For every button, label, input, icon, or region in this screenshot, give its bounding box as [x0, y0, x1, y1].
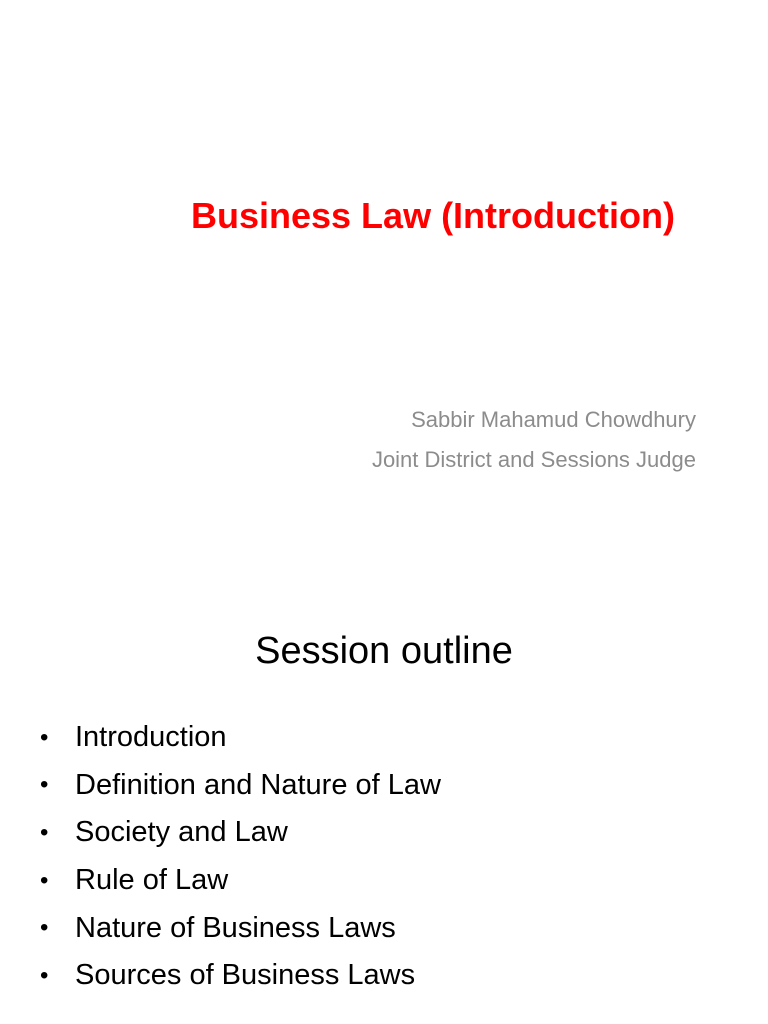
bullet-icon: •: [40, 771, 49, 799]
list-item: [40, 857, 441, 905]
list-item-label: Nature of Business Laws: [75, 911, 396, 944]
bullet-icon: •: [40, 818, 49, 846]
list-item: [40, 952, 441, 1000]
list-item-label: Introduction: [75, 721, 227, 754]
bullet-icon: •: [40, 866, 49, 894]
slide-title: Business Law (Introduction): [190, 195, 675, 236]
outline-title: Session outline: [255, 630, 513, 672]
outline-slide: [0, 576, 768, 1024]
list-item: [40, 714, 441, 762]
list-item: [40, 762, 441, 810]
author-position: Joint District and Sessions Judge: [371, 447, 696, 472]
list-item: [40, 904, 441, 952]
bullet-icon: •: [40, 723, 49, 751]
bullet-icon: •: [40, 914, 49, 942]
list-item-label: Definition and Nature of Law: [75, 768, 441, 801]
outline-list: [40, 714, 441, 1000]
bullet-icon: •: [40, 961, 49, 989]
list-item-label: Society and Law: [75, 816, 288, 849]
list-item-label: Sources of Business Laws: [75, 959, 416, 992]
subtitle-block: [372, 400, 696, 480]
list-item: [40, 809, 441, 857]
author-name: Sabbir Mahamud Chowdhury: [411, 407, 696, 432]
list-item-label: Rule of Law: [75, 864, 229, 897]
